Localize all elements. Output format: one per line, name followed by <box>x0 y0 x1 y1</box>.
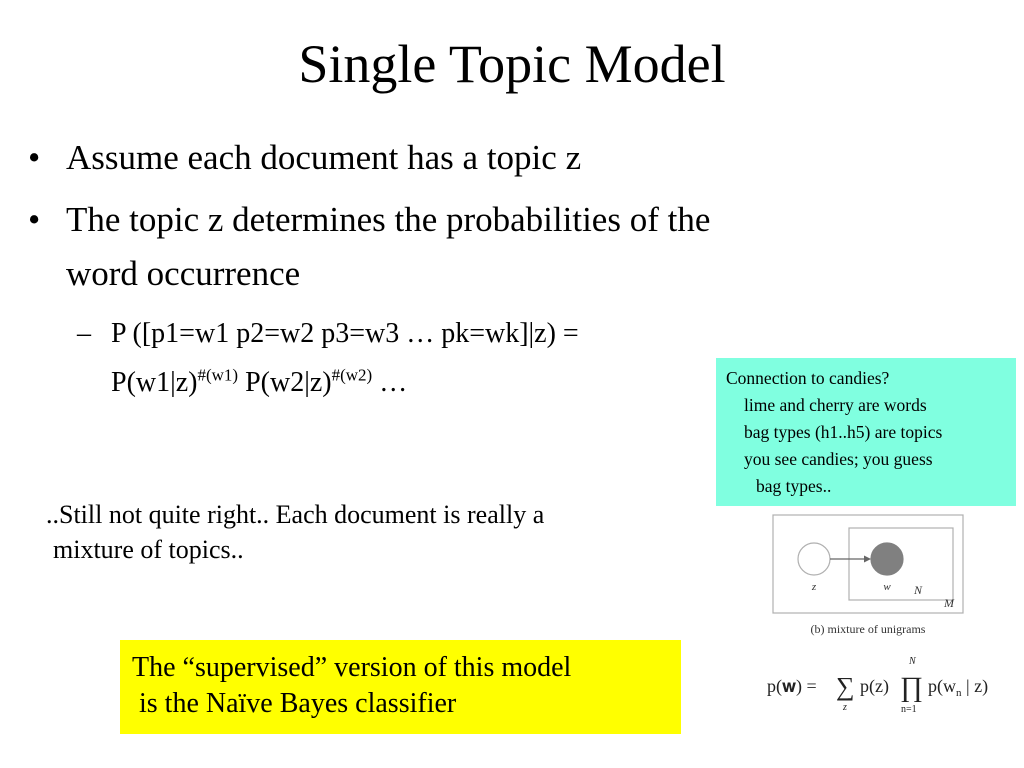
sub-bullet-tail: … <box>372 367 408 398</box>
supervised-version-note <box>120 640 681 734</box>
formula-sum-sub: z <box>843 702 847 713</box>
candy-note-line: bag types (h1..h5) are topics <box>744 422 943 442</box>
latent-node-z <box>798 543 830 575</box>
still-note-line2: mixture of topics.. <box>53 535 244 564</box>
sub-bullet <box>77 314 579 354</box>
formula-prod-symbol: ∏ <box>900 672 924 703</box>
observed-node-w <box>871 543 903 575</box>
supervised-line2: is the Naïve Bayes classifier <box>139 688 457 719</box>
mixture-formula <box>760 650 1010 720</box>
formula-prod-sub: n=1 <box>901 704 917 715</box>
node-z-label: z <box>811 581 817 593</box>
slide-title: Single Topic Model <box>298 34 726 94</box>
formula-lhs: p(𝐰) = <box>767 676 817 696</box>
sub-bullet-line2 <box>111 363 407 403</box>
formula-term: $p(w_n$ | z) <box>928 676 989 699</box>
mixture-of-unigrams-diagram <box>760 512 1010 642</box>
bullet-1 <box>28 133 582 183</box>
node-w-label: w <box>883 581 891 593</box>
bullet-2 <box>28 195 711 245</box>
still-note-line1: ..Still not quite right.. Each document is really a <box>46 500 545 529</box>
bullet-dot-icon: • <box>28 200 41 239</box>
candy-note-heading: Connection to candies? <box>726 368 890 388</box>
sub-bullet-p2: P(w2|z) <box>238 367 332 398</box>
plate-m-label: M <box>944 596 954 610</box>
sub-bullet-line1: P ([p1=w1 p2=w2 p3=w3 … pk=wk]|z) = <box>111 318 579 349</box>
sub-bullet-sup1: #(w1) <box>197 365 239 385</box>
formula-pz: p(z) <box>860 676 889 696</box>
formula-sum-symbol: ∑ <box>836 672 855 701</box>
candy-connection-note <box>716 358 1016 506</box>
bullet-2-text-line2: word occurrence <box>66 254 301 293</box>
sub-bullet-sup2: #(w2) <box>331 365 373 385</box>
candy-note-line: lime and cherry are words <box>744 395 927 415</box>
sub-bullet-dash-icon: – <box>77 318 91 349</box>
still-not-right-note <box>46 497 544 567</box>
formula-prod-sup: N <box>909 656 916 667</box>
arrow-head-icon <box>864 556 871 563</box>
bullet-dot-icon: • <box>28 138 41 177</box>
candy-note-line: you see candies; you guess <box>744 449 933 469</box>
bullet-1-text: Assume each document has a topic z <box>66 138 582 177</box>
sub-bullet-p1: P(w1|z) <box>111 367 198 398</box>
bullet-2-text-line1: The topic z determines the probabilities of the <box>66 200 711 239</box>
plate-n-label: N <box>914 583 923 597</box>
bullet-2-continuation <box>66 249 300 299</box>
supervised-line1: The “supervised” version of this model <box>132 652 572 683</box>
diagram-caption: (b) mixture of unigrams <box>810 622 926 636</box>
candy-note-line: bag types.. <box>756 476 832 496</box>
